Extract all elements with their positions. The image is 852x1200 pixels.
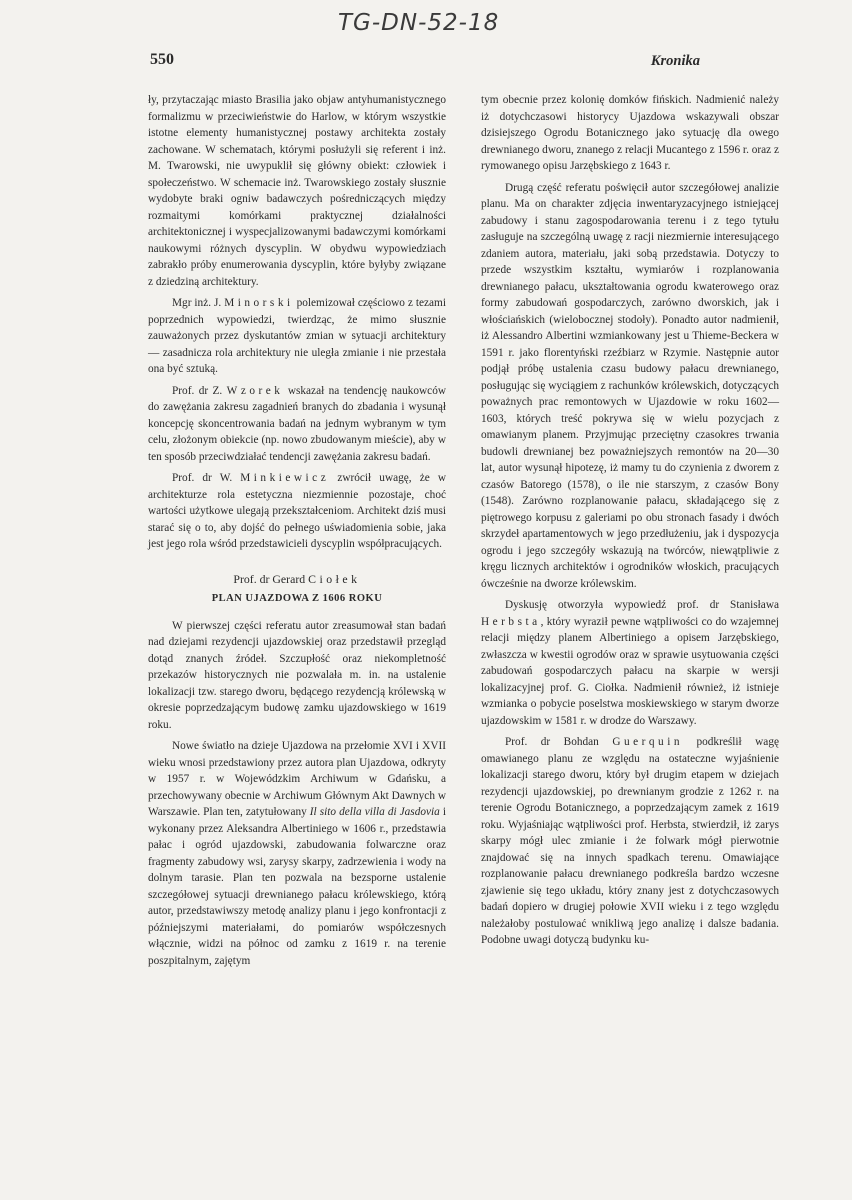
speaker-name: Wzorek [226, 384, 284, 397]
speaker-name: Minkiewicz [240, 472, 330, 484]
left-column [148, 92, 446, 974]
paragraph: Nowe światło na dzieje Ujazdowa na przełomie XVI i XVII wieku wnosi przedstawiony przez autora plan Ujazdowa, odkryty w 1957 r. w Wojewódzkim Archiwum w Gdańsku, a przechowywany obecnie w Archiwum Głównym Akt Dawnych w Warszawie. Plan ten, zatytułowany Il sito della villa di Jasdovia i wykonany przez Aleksandra Albertiniego w 1606 r., przedstawia pałac i ogród ujazdowski, zabudowania folwarczne oraz fragmenty zabudowy wsi, zarysy skarpy, zadrzewienia i wody na dolnym tarasie. Plan ten pozwala na bezsporne ustalenie szczegółowej sytuacji drewnianego pałacu królewskiego, którą autor, przedstawiwszy metodę analizy planu i jego konfrontacji z późniejszymi materiałami, do pomiarów współczesnych włącznie, widzi na północ od zamku z 1619 r. na terenie poszpitalnym, zajętym [148, 740, 446, 967]
paragraph: tym obecnie przez kolonię domków fińskich. Nadmienić należy iż dotychczasowi historycy Ujazdowa wskazywali obszar dzisiejszego Ogrodu Botanicznego jako sytuację dla owego drewnianego dworu, znanego z relacji Mucantego z 1596 r. oraz z rymowanego opisu Jarzębskiego z 1643 r. [481, 94, 779, 172]
paragraph: Mgr inż. J. Minorski polemizował częściowo z tezami poprzednich wypowiedzi, twierdząc, że mimo słusznie zauważonych przez dyskutantów zmian w sytuacji architektury — zasadnicza rola architektury nie uległa zmianie i nie przestała ona być sztuką. [148, 297, 446, 375]
speaker-name: Minorski [224, 297, 294, 309]
right-column [481, 92, 779, 954]
plan-title: Il sito della villa di Jasdovia [309, 806, 440, 818]
speaker-name: Herbsta [481, 615, 541, 628]
paragraph: Prof. dr Bohdan Guerquin podkreślił wagę omawianego planu ze względu na ostateczne wyjaśnienie lokalizacji starego dworu, który był drugim etapem w dziejach rezydencji ujazdowskiej, po drewnianym grodzie z 1262 r. na terenie Ogrodu Botanicznego, a poprzedzającym zamek z 1619 roku. Wyjaśniając wątpliwości prof. Herbsta, stwierdził, iż zarys skarpy mógł ulec zmianie i że folwark mógł pierwotnie znajdować się na innych spadkach terenu. Omawiające rozplanowanie pałacu drewnianego podkreśla bardzo wczesne zjawienie się tego układu, który znany jest z dotychczasowych badań dopiero w drugiej połowie XVII wieku i z tego względu należałoby postulować wnikliwą jego analizę i dalsze badania. Podobne uwagi dotyczą budynku ku- [481, 736, 779, 946]
speaker-name: Guerquin [612, 736, 683, 748]
paragraph: W pierwszej części referatu autor zreasumował stan badań nad dziejami rezydencji ujazdowskiej oraz przedstawił przegląd dotąd znanych źródeł. Szczupłość oraz niekompletność przekazów historycznych nie pozwalała m. in. na ustalenie lokalizacji tzw. starego dworu, będącego rezydencją królewską w okresie poprzedzającym budowę zamku ujazdowskiego w 1619 roku. [148, 619, 446, 731]
archive-stamp: TG-DN-52-18 [338, 10, 500, 36]
section-author: Prof. dr Gerard Ciołek [233, 571, 361, 586]
paragraph: Dyskusję otworzyła wypowiedź prof. dr Stanisława Herbsta, który wyraził pewne wątpliwości co do wzajemnej relacji między planem Albertiniego a opisem Jarzębskiego, zwłaszcza w kwestii ogrodów oraz w sprawie usytuowania części zabudowań gospodarczych pałacu na skarpie w wersji lokalizacyjnej prof. G. Ciołka. Nadmienił również, iż istnieje wzmianka o pobycie poselstwa moskiewskiego w starym dworze ujazdowskim w 1581 r. w drodze do Warszawy. [481, 599, 779, 727]
paragraph: Prof. dr W. Minkiewicz zwrócił uwagę, że w architekturze rola estetyczna niezmiennie pozostaje, choć wartości użytkowe ulegają przekształceniom. Architekt dziś musi starać się o to, aby dojść do pełnego uświadomienia sobie, jaka jest jego rola wśród przedstawicieli dyscyplin współpracujących. [148, 472, 446, 550]
section-title: PLAN UJAZDOWA Z 1606 ROKU [211, 593, 383, 604]
paragraph: Drugą część referatu poświęcił autor szczegółowej analizie planu. Ma on charakter zdjęcia inwentaryzacyjnego istniejącej zabudowy i stanu zagospodarowania terenu i z tego tytułu zasługuje na szczególną uwagę z racji niezmiernie interesującego zdaniem autora, materiału, jaki sobą przedstawia. Dotyczy to przede wszystkim kształtu, wymiarów i rozplanowania drewnianego pałacu, ukształtowania ogrodu kwaterowego oraz formy zabudowań gospodarczych, zarówno dworskich, jak i włościańskich (wielobocznej stodoły). Ponadto autor nadmienił, iż Alessandro Albertini wzmiankowany jest u Thieme-Beckera w 1591 r. jako florentyński rzeźbiarz w Rzymie. Następnie autor podjął próbę ustalenia czasu budowy pałacu drewnianego, posługując się wyciągiem z rachunków królewskich, dotyczących poważnych prac remontowych w Ujazdowie w roku 1602—1603, których treść pokrywa się w wielu pozycjach z omawianym planem. Przyjmując przeciętny czasokres trwania budowli drewnianej bez poważniejszych remontów na 20—30 lat, autor wysunął hipotezę, iż mamy tu do czynienia z dworem z czasów Batorego (1578), o ile nie starszym, z czasów Bony (1548). Zarówno rozplanowanie pałacu, składającego się z piętrowego korpusu z galeriami po obu stronach fasady i dwóch skrzydeł apartamentowych w jego przedłużeniu, jak i dyspozycja ogrodu i jego szczegóły wskazują na twórców, niewątpliwie z kręgu licznych architektów i ogrodników włoskich, pracujących ówcześnie na dworze królewskim. [481, 181, 779, 590]
paragraph: Prof. dr Z. Wzorek wskazał na tendencję naukowców do zawężania zakresu zagadnień branych do zbadania i wysunął koncepcję skoncentrowania badań na jednym wybranym w tym celu, złożonym obiekcie (np. nowo zbudowanym mieście), aby w ten sposób przeciwdziałać tendencji zawężania zakresu badań. [148, 384, 446, 463]
running-title: Kronika [650, 53, 700, 69]
page-number: 550 [150, 51, 174, 68]
paragraph: ły, przytaczając miasto Brasilia jako objaw antyhumanistycznego formalizmu w przeciwieństwie do Harlow, w którym wszystkie istotne elementy humanistycznej postawy architekta zostały zachowane. W schematach, którymi posłużyli się referent i inż. M. Twarowski, nie uwypuklił się główny obiekt: człowiek i społeczeństwo. W schemacie inż. Twarowskiego zostały słusznie wydobyte braki ogniw badawczych pośredniczących między rozmaitymi komórkami praktycznej działalności architektonicznej i wyspecjalizowanymi badawczymi komórkami naukowymi różnych dyscyplin. W obydwu wypowiedziach zabrakło próby enumerowania dyscyplin, które byłyby związane z dziedziną architektury. [148, 94, 446, 288]
